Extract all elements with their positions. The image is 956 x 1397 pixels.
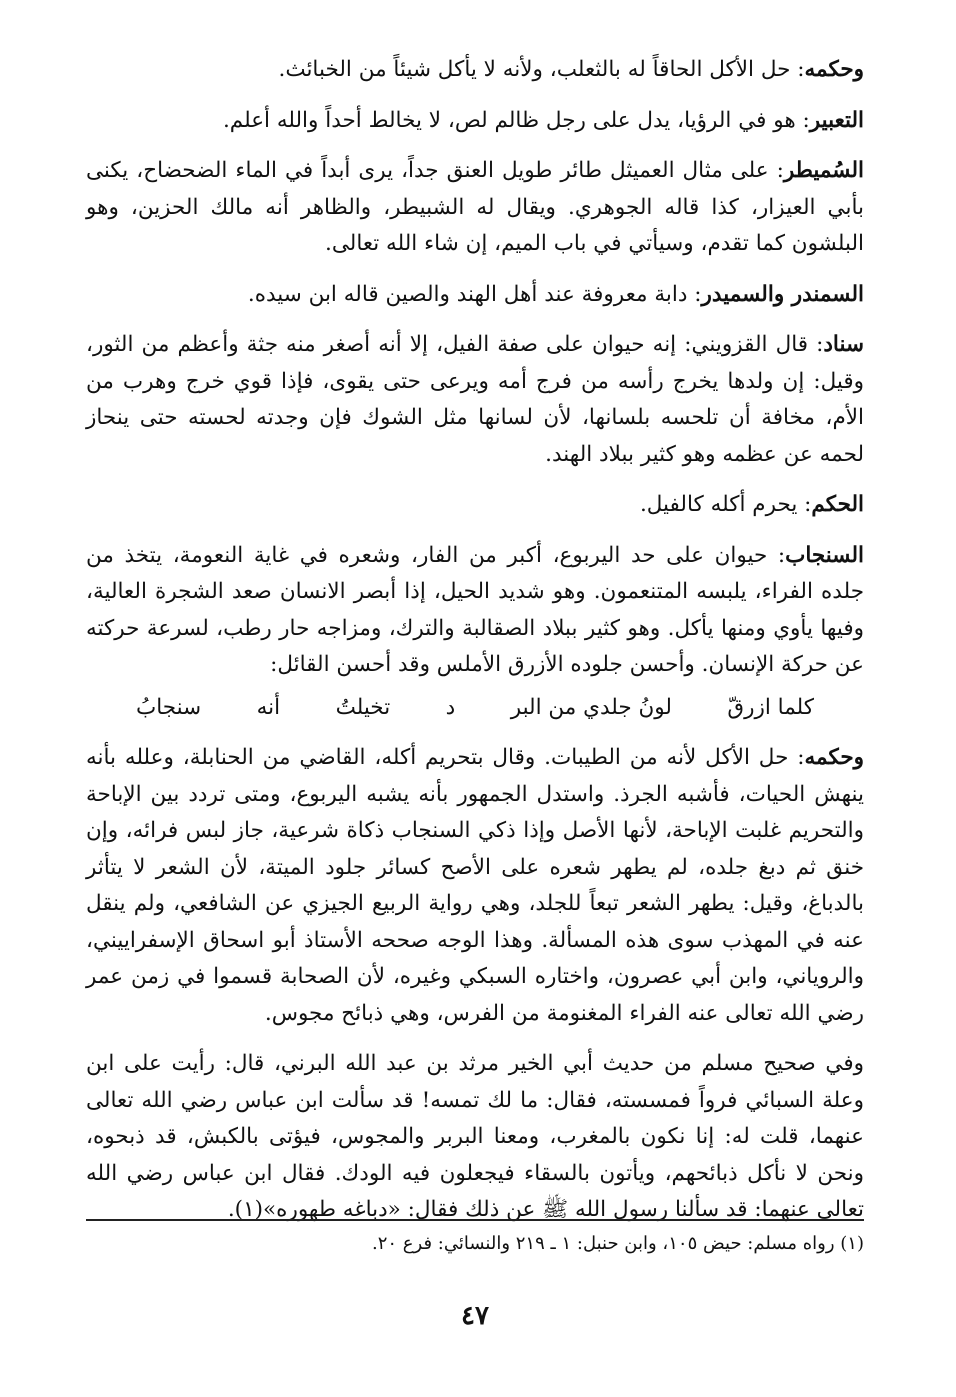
entry-term: الحكم: [811, 492, 864, 517]
entry-term: التعبير: [809, 107, 864, 133]
entry-text: : حل الأكل لأنه من الطيبات. وقال بتحريم أكله، القاضي من الحنابلة، وعلله بأنه ينهش الحيات، فأشبه الجرذ. واستدل الجمهور بأنه يشبه اليربوع، ومتى تردد بين الإباحة والتحريم غلبت الإباحة، لأنها الأصل وإذا ذكي السنجاب ذكاة شرعية، جاز لبس فرائه، وإن خنق ثم دبغ جلده، لم يطهر شعره على الأصح كسائر جلود الميتة، لأن الشعر لا يتأثر بالدباغ، وقيل: يطهر الشعر تبعاً للجلد، وهي رواية الربيع الجيزي عن الشافعي، ولم ينقل عنه في المهذب سوى هذه المسألة. وهذا الوجه صححه الأستاذ أبو اسحاق الإسفراييني، والروياني، وابن أبي عصرون، واختاره السبكي وغيره، لأن الصحابة قسموا في زمن عمر رضي الله تعالى عنه الفراء المغنومة من الفرس، وهي ذبائح مجوس.: [86, 745, 864, 1026]
verse-word: أنه: [256, 694, 281, 720]
paragraph-sinjab: [86, 538, 864, 684]
footnote: (١) رواه مسلم: حيض ١٠٥، وابن حنبل: ١ ـ ٢١٩ والنسائي: فرع ٢٠.: [372, 1233, 864, 1254]
page-number: ٤٧: [461, 1301, 489, 1331]
footnote-divider: [86, 1219, 864, 1221]
entry-term: وحكمه: [804, 745, 864, 770]
entry-text: : يحرم أكله كالفيل.: [639, 492, 812, 517]
paragraph-sinad: [86, 327, 864, 473]
paragraph-ruling-3: [86, 740, 864, 1032]
entry-term: سناد: [823, 332, 864, 357]
paragraph-sumaytar: [86, 153, 864, 263]
paragraph-ruling-2: [86, 487, 864, 524]
poetry-verse: [86, 690, 864, 727]
verse-word: د: [445, 694, 456, 720]
entry-text: وفي صحيح مسلم من حديث أبي الخير مرثد بن عبد الله البرني، قال: رأيت على ابن وعلة السبائي فرواً فمسسته، فقال: ما لك تمسه! قد سألت ابن عباس رضي الله تعالى عنهما، قلت له: إنا نكون بالمغرب، ومعنا البربر والمجوس، فيؤتى بالكبش، قد ذبحوه، ونحن لا نأكل ذبائحهم، ويأتون بالسقاء فيجعلون فيه الودك. فقال ابن عباس رضي الله تعالى عنهما: قد سألنا رسول الله ﷺ عن ذلك فقال: «دباغه طهوره»(١).: [86, 1051, 864, 1222]
entry-text: : على مثال العميثل طائر طويل العنق جداً، يرى أبداً في الماء الضحضاح، يكنى بأبي العيزار، كذا قاله الجوهري. ويقال له الشبيطر، والظاهر أنه مالك الحزين، وهو البلشون كما تقدم، وسيأتي في باب الميم، إن شاء الله تعالى.: [86, 158, 864, 256]
paragraph-hadith: [86, 1046, 864, 1229]
entry-text: : دابة معروفة عند أهل الهند والصين قاله ابن سيده.: [247, 281, 702, 307]
paragraph-interpretation: [86, 103, 864, 140]
entry-text: : حل الأكل الحاقاً له بالثعلب، ولأنه لا يأكل شيئاً من الخبائث.: [278, 57, 805, 82]
entry-text: : حيوان على حد اليربوع، أكبر من الفار، وشعره في غاية النعومة، يتخذ من جلده الفراء، يلبسه المتنعمون. وهو شديد الحيل، إذا أبصر الانسان صعد الشجرة العالية، وفيها يأوي ومنها يأكل. وهو كثير ببلاد الصقالبة والترك، ومزاجه حار رطب، لسرعة حركته عن حركة الإنسان. وأحسن جلوده الأزرق الأملس وقد أحسن القائل:: [86, 542, 864, 677]
paragraph-samandar: [86, 277, 864, 314]
paragraph-ruling-1: [86, 52, 864, 89]
entry-text: : هو في الرؤيا، يدل على رجل ظالم لص، لا يخالط أحداً والله أعلم.: [222, 107, 810, 133]
entry-term: السنجاب: [785, 542, 864, 568]
entry-term: السمندر والسميدر: [701, 281, 864, 307]
entry-term: السُميطر: [783, 158, 864, 183]
verse-word: كلما ازرقّ: [727, 694, 814, 720]
verse-word: تخيلتُ: [335, 694, 391, 720]
verse-word: سنجابُ: [136, 694, 202, 720]
entry-text: : قال القزويني: إنه حيوان على صفة الفيل، إلا أنه أصغر منه جثة وأعظم من الثور، وقيل: إن ولدها يخرج رأسه من فرج أمه ويرعى حتى يقوى، فإذا قوي خرج وهرب من الأم، مخافة أن تلحسه بلسانها، لأن لسانها مثل الشوك فإن وجدته لحسته حتى ينحاز لحمه عن عظمه وهو كثير ببلاد الهند.: [86, 332, 864, 467]
entry-term: وحكمه: [804, 57, 864, 82]
verse-word: لونُ جلدي من البر: [510, 694, 672, 720]
book-page: [86, 52, 864, 1372]
